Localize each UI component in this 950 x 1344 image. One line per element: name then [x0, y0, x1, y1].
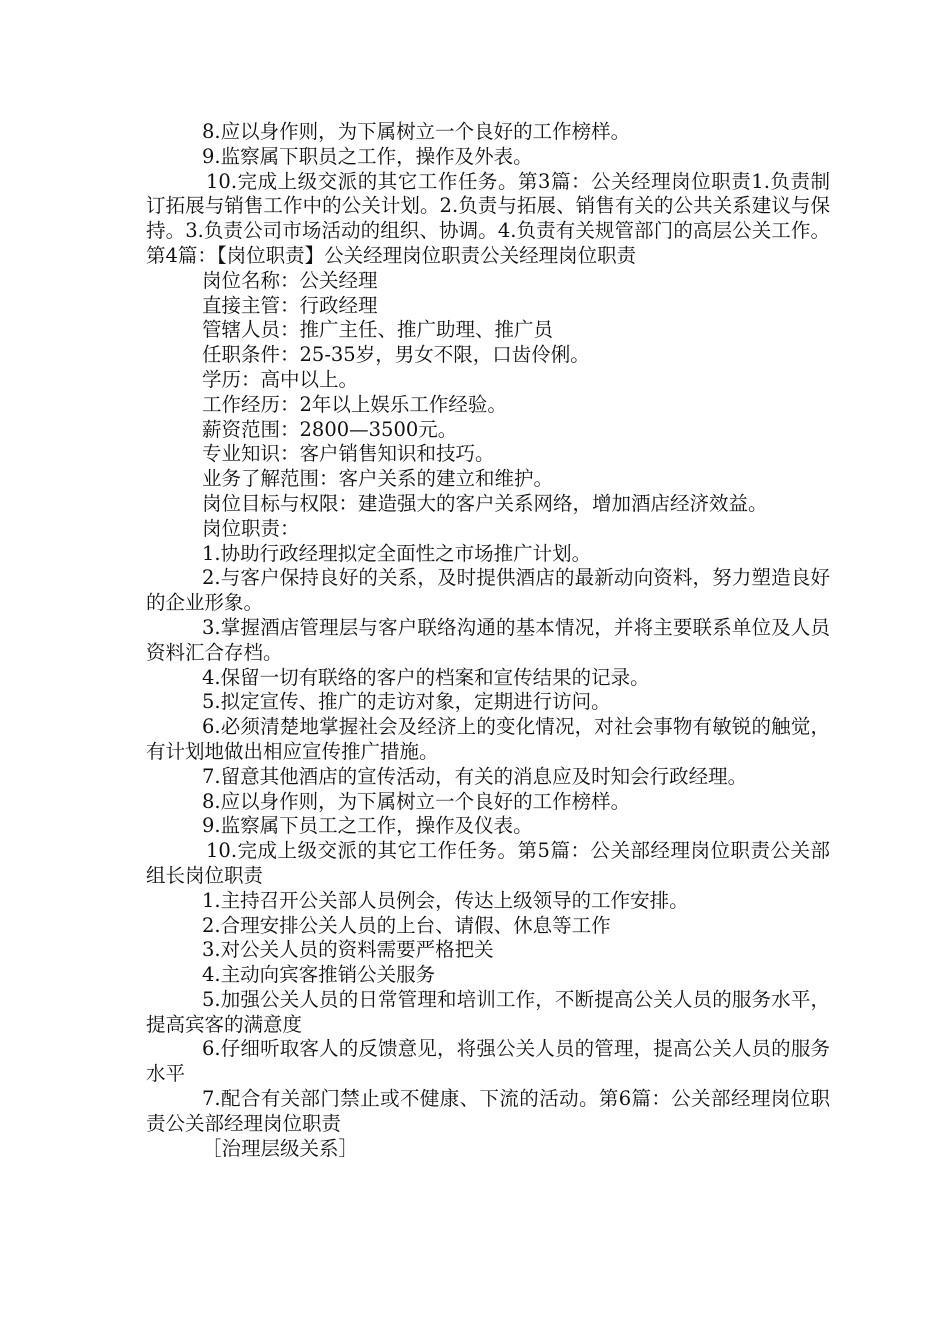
paragraph-2: 9.监察属下职员之工作，操作及外表。 [202, 144, 533, 168]
paragraph-31: 7.配合有关部门禁止或不健康、下流的活动。第6篇：公关部经理岗位职责公关部经理岗位职责 [146, 1087, 830, 1135]
paragraph-17: 3.掌握酒店管理层与客户联络沟通的基本情况，并将主要联系单位及人员资料汇合存档。 [146, 615, 830, 664]
paragraph-3: 10.完成上级交派的其它工作任务。第3篇：公关经理岗位职责1.负责制订拓展与销售工作中的公关计划。2.负责与拓展、销售有关的公共关系建议与保持。3.负责公司市场活动的组织、协调。4.负责有关规管部门的高层公关工作。第4篇：【岗位职责】公关经理岗位职责公关经理岗位职责 [146, 169, 830, 267]
paragraph-32: ［治理层级关系］ [202, 1136, 359, 1160]
paragraph-4: 岗位名称：公关经理 [202, 268, 378, 292]
paragraph-24: 10.完成上级交派的其它工作任务。第5篇：公关部经理岗位职责公关部组长岗位职责 [146, 839, 830, 887]
paragraph-11: 专业知识：客户销售知识和技巧。 [202, 442, 495, 466]
paragraph-7: 任职条件：25-35岁，男女不限，口齿伶俐。 [202, 343, 590, 367]
paragraph-14: 岗位职责： [202, 516, 300, 540]
paragraph-25: 1.主持召开公关部人员例会，传达上级领导的工作安排。 [202, 888, 689, 912]
paragraph-23: 9.监察属下员工之工作，操作及仪表。 [202, 814, 533, 838]
paragraph-15: 1.协助行政经理拟定全面性之市场推广计划。 [202, 541, 592, 565]
paragraph-6: 管辖人员：推广主任、推广助理、推广员 [202, 318, 554, 342]
paragraph-12: 业务了解范围：客户关系的建立和维护。 [202, 467, 554, 491]
paragraph-27: 3.对公关人员的资料需要严格把关 [202, 938, 494, 962]
paragraph-10: 薪资范围：2800—3500元。 [202, 417, 458, 441]
paragraph-18: 4.保留一切有联络的客户的档案和宣传结果的记录。 [202, 665, 650, 689]
paragraph-21: 7.留意其他酒店的宣传活动，有关的消息应及时知会行政经理。 [202, 764, 748, 788]
paragraph-19: 5.拟定宣传、推广的走访对象，定期进行访问。 [202, 690, 611, 714]
paragraph-28: 4.主动向宾客推销公关服务 [202, 963, 436, 987]
paragraph-16: 2.与客户保持良好的关系，及时提供酒店的最新动向资料，努力塑造良好的企业形象。 [146, 566, 830, 615]
paragraph-8: 学历：高中以上。 [202, 367, 359, 391]
paragraph-30: 6.仔细听取客人的反馈意见，将强公关人员的管理，提高公关人员的服务水平 [146, 1037, 830, 1086]
paragraph-22: 8.应以身作则，为下属树立一个良好的工作榜样。 [202, 789, 631, 813]
paragraph-1: 8.应以身作则，为下属树立一个良好的工作榜样。 [202, 120, 631, 143]
paragraph-26: 2.合理安排公关人员的上台、请假、休息等工作 [202, 913, 611, 937]
paragraph-20: 6.必须清楚地掌握社会及经济上的变化情况，对社会事物有敏锐的触觉，有计划地做出相应宣传推广措施。 [146, 715, 830, 763]
paragraph-13: 岗位目标与权限：建造强大的客户关系网络，增加酒店经济效益。 [202, 491, 768, 515]
paragraph-9: 工作经历：2年以上娱乐工作经验。 [202, 392, 507, 416]
paragraph-29: 5.加强公关人员的日常管理和培训工作，不断提高公关人员的服务水平，提高宾客的满意度 [146, 987, 830, 1036]
paragraph-5: 直接主管：行政经理 [202, 293, 378, 317]
